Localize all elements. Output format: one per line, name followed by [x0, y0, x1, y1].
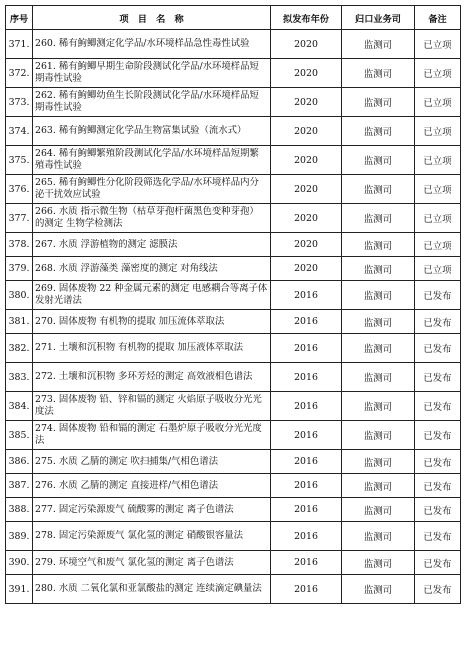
status-note: 已发布 [415, 522, 461, 551]
row-number: 384. [6, 392, 33, 421]
header-note: 备注 [415, 6, 461, 30]
status-note: 已立项 [415, 117, 461, 146]
department: 监测司 [342, 522, 415, 551]
table-row [6, 575, 461, 604]
status-note: 已立项 [415, 59, 461, 88]
header-row [6, 6, 461, 30]
project-name-text: 274. 固体废物 铅和镉的测定 石墨炉原子吸收分光光度法 [35, 423, 262, 446]
table-row [6, 450, 461, 474]
status-note: 已发布 [415, 498, 461, 522]
project-name [33, 334, 271, 363]
table-row [6, 204, 461, 233]
row-number: 383. [6, 363, 33, 392]
release-year: 2020 [271, 204, 342, 233]
release-year: 2020 [271, 175, 342, 204]
release-year: 2016 [271, 363, 342, 392]
project-name [33, 310, 271, 334]
release-year: 2020 [271, 257, 342, 281]
department: 监测司 [342, 146, 415, 175]
project-name [33, 88, 271, 117]
project-name [33, 30, 271, 59]
project-name-text: 265. 稀有鮈鲫性分化阶段筛选化学品/水环境样品内分泌干扰效应试验 [35, 177, 259, 200]
status-note: 已立项 [415, 146, 461, 175]
header-year: 拟发布年份 [271, 6, 342, 30]
department: 监测司 [342, 281, 415, 310]
project-name-text: 269. 固体废物 22 种金属元素的测定 电感耦合等离子体发射光谱法 [35, 283, 268, 306]
project-name [33, 146, 271, 175]
row-number: 387. [6, 474, 33, 498]
table-row [6, 551, 461, 575]
department: 监测司 [342, 551, 415, 575]
table-body [6, 30, 461, 604]
header-dept: 归口业务司 [342, 6, 415, 30]
release-year: 2016 [271, 281, 342, 310]
table-row [6, 310, 461, 334]
table-row [6, 117, 461, 146]
project-name-text: 280. 水质 二氧化氯和亚氯酸盐的测定 连续滴定碘量法 [35, 583, 262, 594]
project-name [33, 233, 271, 257]
department: 监测司 [342, 498, 415, 522]
project-name-text: 262. 稀有鮈鲫幼鱼生长阶段测试化学品/水环境样品短期毒性试验 [35, 90, 259, 113]
project-name [33, 117, 271, 146]
project-name-text: 264. 稀有鮈鲫繁殖阶段测试化学品/水环境样品短期繁殖毒性试验 [35, 148, 259, 171]
row-number: 382. [6, 334, 33, 363]
table-row [6, 498, 461, 522]
project-name [33, 474, 271, 498]
row-number: 385. [6, 421, 33, 450]
release-year: 2016 [271, 522, 342, 551]
release-year: 2020 [271, 59, 342, 88]
standards-table [5, 5, 461, 604]
release-year: 2020 [271, 146, 342, 175]
release-year: 2020 [271, 233, 342, 257]
header-name: 项 目 名 称 [33, 6, 271, 30]
project-name [33, 575, 271, 604]
row-number: 374. [6, 117, 33, 146]
department: 监测司 [342, 474, 415, 498]
project-name-text: 278. 固定污染源废气 氯化氢的测定 硝酸银容量法 [35, 530, 243, 541]
department: 监测司 [342, 30, 415, 59]
project-name [33, 392, 271, 421]
project-name-text: 273. 固体废物 铅、锌和镉的测定 火焰原子吸收分光光度法 [35, 394, 262, 417]
table-row [6, 233, 461, 257]
table-row [6, 392, 461, 421]
project-name-text: 271. 土壤和沉积物 有机物的提取 加压液体萃取法 [35, 342, 243, 353]
department: 监测司 [342, 117, 415, 146]
status-note: 已发布 [415, 310, 461, 334]
project-name-text: 270. 固体废物 有机物的提取 加压流体萃取法 [35, 315, 225, 327]
table-row [6, 522, 461, 551]
row-number: 386. [6, 450, 33, 474]
project-name [33, 522, 271, 551]
status-note: 已发布 [415, 363, 461, 392]
row-number: 388. [6, 498, 33, 522]
department: 监测司 [342, 421, 415, 450]
status-note: 已发布 [415, 450, 461, 474]
status-note: 已发布 [415, 551, 461, 575]
department: 监测司 [342, 233, 415, 257]
table-header [6, 6, 461, 30]
project-name [33, 498, 271, 522]
release-year: 2016 [271, 421, 342, 450]
release-year: 2020 [271, 30, 342, 59]
department: 监测司 [342, 88, 415, 117]
table-row [6, 30, 461, 59]
department: 监测司 [342, 450, 415, 474]
row-number: 373. [6, 88, 33, 117]
project-name-text: 276. 水质 乙腈的测定 直接进样/气相色谱法 [35, 479, 218, 491]
table-row [6, 281, 461, 310]
release-year: 2016 [271, 551, 342, 575]
table-row [6, 257, 461, 281]
release-year: 2016 [271, 310, 342, 334]
release-year: 2016 [271, 392, 342, 421]
release-year: 2020 [271, 117, 342, 146]
table-row [6, 146, 461, 175]
department: 监测司 [342, 204, 415, 233]
department: 监测司 [342, 310, 415, 334]
release-year: 2016 [271, 575, 342, 604]
release-year: 2020 [271, 88, 342, 117]
status-note: 已立项 [415, 88, 461, 117]
row-number: 371. [6, 30, 33, 59]
department: 监测司 [342, 392, 415, 421]
project-name-text: 261. 稀有鮈鲫早期生命阶段测试化学品/水环境样品短期毒性试验 [35, 61, 259, 84]
department: 监测司 [342, 257, 415, 281]
row-number: 378. [6, 233, 33, 257]
project-name [33, 363, 271, 392]
project-name-text: 275. 水质 乙腈的测定 吹扫捕集/气相色谱法 [35, 455, 218, 467]
release-year: 2016 [271, 474, 342, 498]
project-name-text: 268. 水质 浮游藻类 藻密度的测定 对角线法 [35, 262, 218, 274]
row-number: 379. [6, 257, 33, 281]
row-number: 375. [6, 146, 33, 175]
row-number: 380. [6, 281, 33, 310]
department: 监测司 [342, 363, 415, 392]
table-row [6, 363, 461, 392]
status-note: 已立项 [415, 204, 461, 233]
row-number: 390. [6, 551, 33, 575]
release-year: 2016 [271, 498, 342, 522]
department: 监测司 [342, 59, 415, 88]
row-number: 381. [6, 310, 33, 334]
project-name-text: 260. 稀有鮈鲫测定化学品/水环境样品急性毒性试验 [35, 38, 250, 49]
department: 监测司 [342, 575, 415, 604]
status-note: 已立项 [415, 175, 461, 204]
table-row [6, 59, 461, 88]
project-name-text: 263. 稀有鮈鲫测定化学品生物富集试验（流水式） [35, 125, 247, 136]
release-year: 2016 [271, 450, 342, 474]
project-name-text: 266. 水质 指示微生物（枯草芽孢杆菌黑色变种芽孢）的测定 生物学检测法 [35, 206, 259, 229]
status-note: 已发布 [415, 334, 461, 363]
status-note: 已立项 [415, 233, 461, 257]
project-name [33, 551, 271, 575]
table-row [6, 334, 461, 363]
status-note: 已发布 [415, 281, 461, 310]
row-number: 372. [6, 59, 33, 88]
status-note: 已立项 [415, 30, 461, 59]
project-name [33, 257, 271, 281]
release-year: 2016 [271, 334, 342, 363]
project-name [33, 281, 271, 310]
project-name [33, 204, 271, 233]
project-name-text: 277. 固定污染源废气 硫酸雾的测定 离子色谱法 [35, 503, 234, 515]
table-row [6, 175, 461, 204]
project-name [33, 59, 271, 88]
table-row [6, 88, 461, 117]
table-row [6, 474, 461, 498]
status-note: 已立项 [415, 257, 461, 281]
project-name-text: 279. 环境空气和废气 氯化氢的测定 离子色谱法 [35, 556, 234, 568]
row-number: 389. [6, 522, 33, 551]
table-row [6, 421, 461, 450]
project-name [33, 450, 271, 474]
department: 监测司 [342, 334, 415, 363]
row-number: 377. [6, 204, 33, 233]
status-note: 已发布 [415, 421, 461, 450]
row-number: 391. [6, 575, 33, 604]
status-note: 已发布 [415, 392, 461, 421]
project-name [33, 175, 271, 204]
project-name-text: 272. 土壤和沉积物 多环芳烃的测定 高效液相色谱法 [35, 371, 253, 382]
project-name-text: 267. 水质 浮游植物的测定 滤膜法 [35, 238, 178, 250]
project-name [33, 421, 271, 450]
status-note: 已发布 [415, 474, 461, 498]
department: 监测司 [342, 175, 415, 204]
row-number: 376. [6, 175, 33, 204]
header-no: 序号 [6, 6, 33, 30]
status-note: 已发布 [415, 575, 461, 604]
